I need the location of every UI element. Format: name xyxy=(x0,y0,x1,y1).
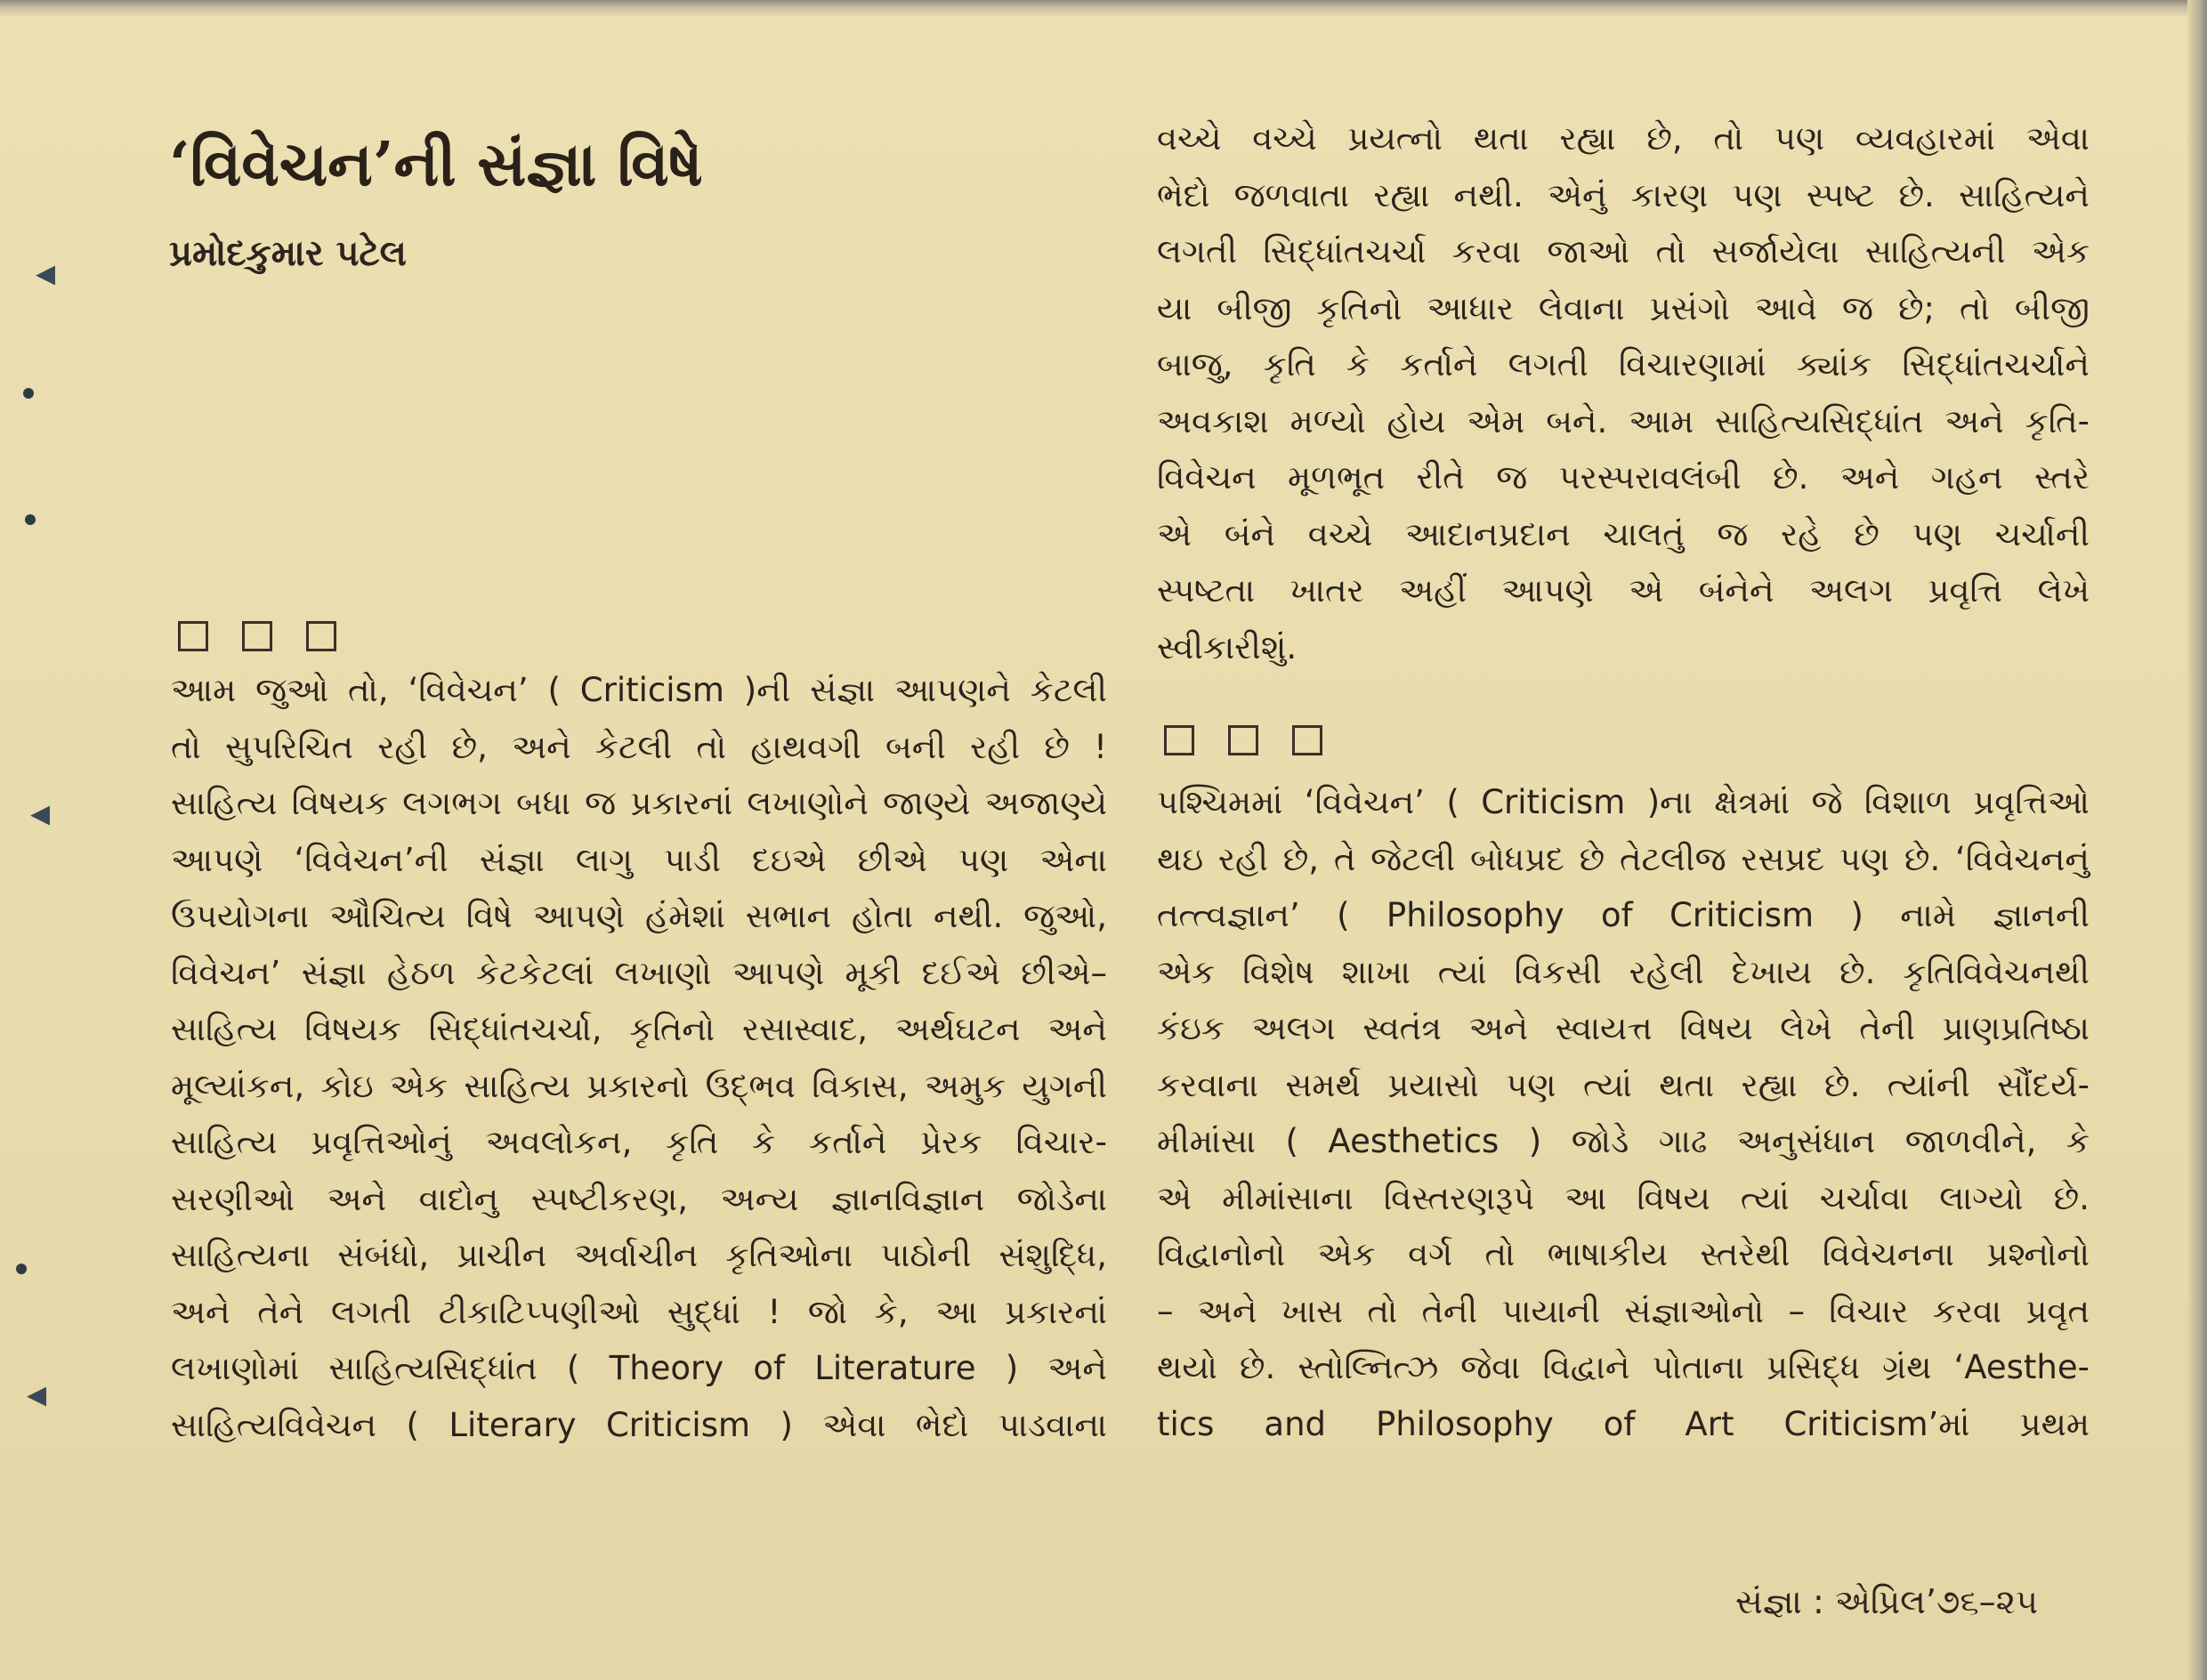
text-line: tics and Philosophy of Art Criticism’માં પ્રથમ xyxy=(1157,1404,2090,1443)
text-line: ઉપયોગના ઔચિત્ય વિષે આપણે હંમેશાં સભાન હોતા નથી. જુઓ, xyxy=(171,897,1107,935)
text-line: ભેદો જળવાતા રહ્યા નથી. એનું કારણ પણ સ્પષ્ટ છે. સાહિત્યને xyxy=(1157,175,2090,214)
text-line: અવકાશ મળ્યો હોય એમ બને. આમ સાહિત્યસિદ્ધાંત અને કૃતિ- xyxy=(1157,401,2090,440)
text-line: સાહિત્યના સંબંધો, પ્રાચીન અર્વાચીન કૃતિઓના પાઠોની સંશુદ્ધિ, xyxy=(171,1236,1107,1274)
divider-box xyxy=(242,621,272,651)
page-right-edge xyxy=(2187,0,2207,1680)
text-line: સ્વીકારીશું. xyxy=(1157,627,1298,666)
left-column-text xyxy=(171,662,1107,1453)
page-top-edge xyxy=(0,0,2207,16)
text-line: – અને ખાસ તો તેની પાયાની સંજ્ઞાઓનો – વિચાર કરવા પ્રવૃત xyxy=(1157,1291,2090,1330)
text-line: એ મીમાંસાના વિસ્તરણરૂપે આ વિષય ત્યાં ચર્ચાવા લાગ્યો છે. xyxy=(1157,1178,2090,1217)
text-line: અને તેને લગતી ટીકાટિપ્પણીઓ સુદ્ધાં ! જો કે, આ પ્રકારનાં xyxy=(171,1292,1107,1331)
text-line: એ બંને વચ્ચે આદાનપ્રદાન ચાલતું જ રહે છે પણ ચર્ચાની xyxy=(1157,514,2090,553)
divider-box xyxy=(178,621,208,651)
section-divider-boxes xyxy=(1164,725,1322,755)
margin-dot-icon xyxy=(16,1264,27,1274)
article-author: પ્રમોદકુમાર પટેલ xyxy=(169,233,407,274)
text-line: પશ્ચિમમાં ‘વિવેચન’ ( Criticism )ના ક્ષેત્રમાં જે વિશાળ પ્રવૃત્તિઓ xyxy=(1157,783,2090,821)
text-line: વિદ્વાનોનો એક વર્ગ તો ભાષાકીય સ્તરેથી વિવેચનના પ્રશ્નોનો xyxy=(1157,1235,2090,1273)
text-line: એક વિશેષ શાખા ત્યાં વિકસી રહેલી દેખાય છે. કૃતિવિવેચનથી xyxy=(1157,952,2090,991)
article-title: ‘વિવેચન’ની સંજ્ઞા વિષે xyxy=(169,129,703,200)
margin-arrow-icon: ◂ xyxy=(36,250,56,295)
text-line: કંઇક અલગ સ્વતંત્ર અને સ્વાયત્ત વિષય લેખે તેની પ્રાણપ્રતિષ્ઠા xyxy=(1157,1009,2090,1047)
text-line: લખાણોમાં સાહિત્યસિદ્ધાંત ( Theory of Literature ) અને xyxy=(171,1349,1107,1387)
margin-arrow-icon: ◂ xyxy=(30,790,51,836)
text-line: સ્પષ્ટતા ખાતર અહીં આપણે એ બંનેને અલગ પ્રવૃત્તિ લેખે xyxy=(1157,571,2090,610)
margin-dot-icon xyxy=(25,514,36,525)
text-line: યા બીજી કૃતિનો આધાર લેવાના પ્રસંગો આવે જ છે; તો બીજી xyxy=(1157,288,2090,327)
page-footer: સંજ્ઞા : એપ્રિલ’૭૬–૨૫ xyxy=(1735,1582,2038,1621)
text-line: સાહિત્યવિવેચન ( Literary Criticism ) એવા ભેદો પાડવાના xyxy=(171,1405,1107,1444)
text-line: સાહિત્ય પ્રવૃત્તિઓનું અવલોકન, કૃતિ કે કર્તાને પ્રેરક વિચાર- xyxy=(171,1123,1107,1161)
margin-arrow-icon: ◂ xyxy=(27,1371,47,1417)
text-line: વિવેચન’ સંજ્ઞા હેઠળ કેટકેટલાં લખાણો આપણે મૂકી દઈએ છીએ– xyxy=(171,953,1107,992)
section-divider-boxes xyxy=(178,621,336,651)
text-line: આપણે ‘વિવેચન’ની સંજ્ઞા લાગુ પાડી દઇએ છીએ પણ એના xyxy=(171,840,1107,879)
divider-box xyxy=(1292,725,1322,755)
text-line: તત્ત્વજ્ઞાન’ ( Philosophy of Criticism ) નામે જ્ઞાનની xyxy=(1157,896,2090,934)
text-line: કરવાના સમર્થ પ્રયાસો પણ ત્યાં થતા રહ્યા છે. ત્યાંની સૌંદર્ય- xyxy=(1157,1065,2090,1104)
text-line: સાહિત્ય વિષયક લગભગ બધા જ પ્રકારનાં લખાણોને જાણ્યે અજાણ્યે xyxy=(171,784,1107,822)
text-line: સાહિત્ય વિષયક સિદ્ધાંતચર્ચા, કૃતિનો રસાસ્વાદ, અર્થઘટન અને xyxy=(171,1010,1107,1048)
text-line: આમ જુઓ તો, ‘વિવેચન’ ( Criticism )ની સંજ્ઞા આપણને કેટલી xyxy=(171,671,1107,709)
right-column-text-top xyxy=(1157,110,2090,675)
text-line: સરણીઓ અને વાદોનુ સ્પષ્ટીકરણ, અન્ય જ્ઞાનવિજ્ઞાન જોડેના xyxy=(171,1179,1107,1218)
text-line: લગતી સિદ્ધાંતચર્ચા કરવા જાઓ તો સર્જાયેલા સાહિત્યની એક xyxy=(1157,232,2090,271)
divider-box xyxy=(1228,725,1258,755)
divider-box xyxy=(1164,725,1194,755)
text-line: વિવેચન મૂળભૂત રીતે જ પરસ્પરાવલંબી છે. અને ગહન સ્તરે xyxy=(1157,458,2090,497)
text-line: થઇ રહી છે, તે જેટલી બોધપ્રદ છે તેટલીજ રસપ્રદ પણ છે. ‘વિવેચનનું xyxy=(1157,839,2090,878)
divider-box xyxy=(306,621,336,651)
text-line: તો સુપરિચિત રહી છે, અને કેટલી તો હાથવગી બની રહી છે ! xyxy=(171,727,1107,766)
text-line: મૂલ્યાંકન, કોઇ એક સાહિત્ય પ્રકારનો ઉદ્ભવ વિકાસ, અમુક યુગની xyxy=(171,1066,1107,1105)
right-column-text-bottom xyxy=(1157,774,2090,1452)
text-line: વચ્ચે વચ્ચે પ્રયત્નો થતા રહ્યા છે, તો પણ વ્યવહારમાં એવા xyxy=(1157,119,2090,158)
margin-dot-icon xyxy=(23,388,34,399)
text-line: થયો છે. સ્તોલ્નિત્ઝ જેવા વિદ્વાને પોતાના પ્રસિદ્ધ ગ્રંથ ‘Aesthe- xyxy=(1157,1348,2090,1386)
text-line: મીમાંસા ( Aesthetics ) જોડે ગાઢ અનુસંધાન જાળવીને, કે xyxy=(1157,1122,2090,1160)
text-line: બાજુ, કૃતિ કે કર્તાને લગતી વિચારણામાં ક્યાંક સિદ્ધાંતચર્ચાને xyxy=(1157,345,2090,384)
